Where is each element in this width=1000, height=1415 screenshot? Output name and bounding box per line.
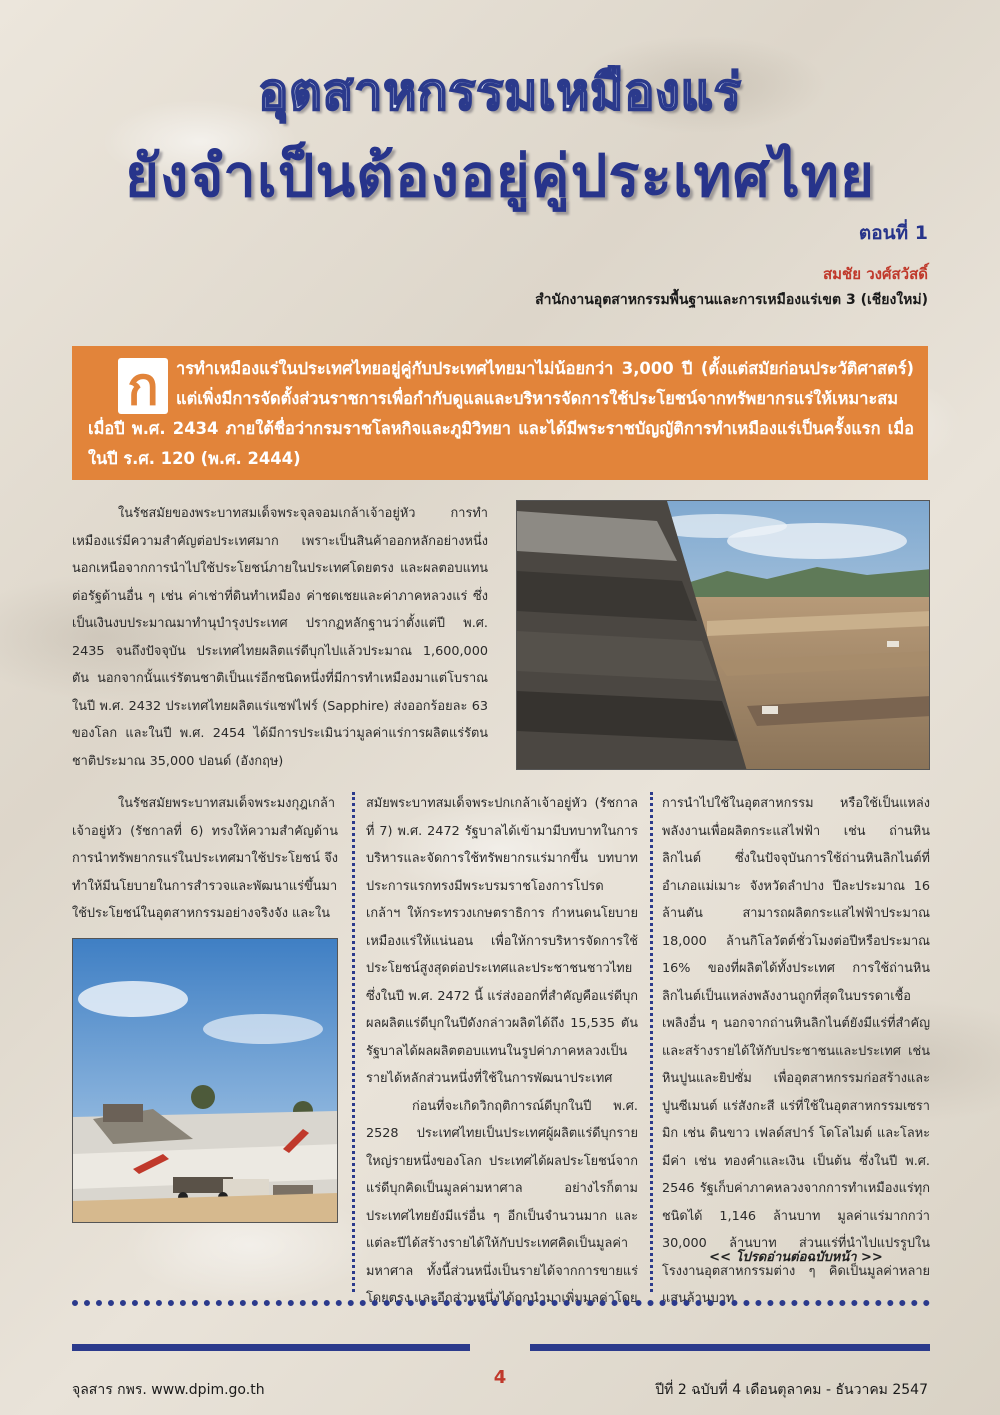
- paragraph-4: ก่อนที่จะเกิดวิกฤติการณ์ดีบุกในปี พ.ศ. 2528 ประเทศไทยเป็นประเทศผู้ผลิตแร่ดีบุกรายใหญ่รายหนึ่งของโลก ประเทศได้ผลประโยชน์จากแร่ดีบุกคิดเป็นมูลค่ามหาศาล อย่างไรก็ตามประเทศไทยยังมีแร่อื่น ๆ อีกเป็นจำนวนมาก และแต่ละปีได้สร้างรายได้ให้กับประเทศคิดเป็นมูลค่ามหาศาล ทั้งนี้ส่วนหนึ่งเป็นรายได้จากการขายแร่โดยตรง และอีกส่วนหนึ่งได้ถูกนำมาเพิ่มมูลค่าโดย: [366, 1098, 638, 1306]
- paragraph-2: ในรัชสมัยพระบาทสมเด็จพระมงกุฎเกล้าเจ้าอยู่หัว (รัชกาลที่ 6) ทรงให้ความสำคัญด้านการนำทรัพยากรแร่ในประเทศมาใช้ประโยชน์ จึงทำให้มีนโยบายในการสำรวจและพัฒนาแร่ขึ้นมาใช้ประโยชน์ในอุตสาหกรรมอย่างจริงจัง และใน: [72, 796, 338, 921]
- column-3: [662, 790, 930, 1313]
- intro-box: [72, 346, 928, 480]
- title-line-2: ยังจำเป็นต้องอยู่คู่ประเทศไทย: [125, 142, 875, 210]
- author-office: สำนักงานอุตสาหกรรมพื้นฐานและการเหมืองแร่เขต 3 (เชียงใหม่): [535, 292, 928, 308]
- quarry-trucks-photo: [72, 938, 338, 1223]
- footer-bar-right: [530, 1344, 930, 1351]
- paragraph-1: ในรัชสมัยของพระบาทสมเด็จพระจุลจอมเกล้าเจ้าอยู่หัว การทำเหมืองแร่มีความสำคัญต่อประเทศมาก เพราะเป็นสินค้าออกหลักอย่างหนึ่ง นอกเหนือจากการนำไปใช้ประโยชน์ภายในประเทศโดยตรง และผลตอบแทนต่อรัฐด้านอื่น ๆ เช่น ค่าเช่าที่ดินทำเหมือง ค่าชดเชยและค่าภาคหลวงแร่ ซึ่งเป็นเงินงบประมาณมาทำนุบำรุงประเทศ ปรากฏหลักฐานว่าตั้งแต่ปี พ.ศ. 2435 จนถึงปัจจุบัน ประเทศไทยผลิตแร่ดีบุกไปแล้วประมาณ 1,600,000 ตัน นอกจากนั้นแร่รัตนชาติเป็นแร่อีกชนิดหนึ่งที่มีการทำเหมืองมาแต่โบราณ ในปี พ.ศ. 2432 ประเทศไทยผลิตแร่แซฟไฟร์ (Sapphire) ส่งออกร้อยละ 63 ของโลก และในปี พ.ศ. 2454 ได้มีการประเมินว่ามูลค่าแร่การผลิตแร่รัตนชาติประมาณ 35,000 ปอนด์ (อังกฤษ): [72, 506, 488, 769]
- continue-note: << โปรดอ่านต่อฉบับหน้า >>: [709, 1250, 883, 1265]
- open-pit-mine-illustration: [517, 501, 930, 770]
- column-divider-2: [650, 792, 653, 1292]
- page-number: 4: [493, 1367, 507, 1388]
- column-top-left: [72, 500, 488, 775]
- open-pit-mine-photo: [516, 500, 930, 770]
- column-1: [72, 790, 338, 928]
- episode-label: ตอนที่ 1: [858, 222, 928, 244]
- column-2: [366, 790, 638, 1313]
- footer-bar-left: [72, 1344, 470, 1351]
- author-name: สมชัย วงศ์สวัสดิ์: [823, 265, 928, 283]
- column-divider-1: [352, 792, 355, 1292]
- quarry-trucks-illustration: [73, 939, 338, 1223]
- drop-cap: ก: [118, 358, 168, 414]
- title-line-1: อุตสาหกรรมเหมืองแร่: [258, 63, 742, 121]
- footer-publication: จุลสาร กพร. www.dpim.go.th: [72, 1382, 265, 1398]
- intro-text: ารทำเหมืองแร่ในประเทศไทยอยู่คู่กับประเทศไทยมาไม่น้อยกว่า 3,000 ปี (ตั้งแต่สมัยก่อนประวัติศาสตร์) แต่เพิ่งมีการจัดตั้งส่วนราชการเพื่อกำกับดูแลและบริหารจัดการใช้ประโยชน์จากทรัพยากรแร่ให้เหมาะสม เมื่อปี พ.ศ. 2434 ภายใต้ชื่อว่ากรมราชโลหกิจและภูมิวิทยา และได้มีพระราชบัญญัติการทำเหมืองแร่เป็นครั้งแรก เมื่อในปี ร.ศ. 120 (พ.ศ. 2444): [88, 359, 914, 468]
- footer-issue: ปีที่ 2 ฉบับที่ 4 เดือนตุลาคม - ธันวาคม 2547: [655, 1382, 928, 1398]
- paragraph-5: การนำไปใช้ในอุตสาหกรรม หรือใช้เป็นแหล่งพลังงานเพื่อผลิตกระแสไฟฟ้า เช่น ถ่านหินลิกไนต์ ซึ่งในปัจจุบันการใช้ถ่านหินลิกไนต์ที่อำเภอแม่เมาะ จังหวัดลำปาง ปีละประมาณ 16 ล้านตัน สามารถผลิตกระแสไฟฟ้าประมาณ 18,000 ล้านกิโลวัตต์ชั่วโมงต่อปีหรือประมาณ 16% ของที่ผลิตได้ทั้งประเทศ การใช้ถ่านหินลิกไนต์เป็นแหล่งพลังงานถูกที่สุดในบรรดาเชื้อเพลิงอื่น ๆ นอกจากถ่านหินลิกไนต์ยังมีแร่ที่สำคัญและสร้างรายได้ให้กับประชาชนและประเทศ เช่น หินปูนและยิปซั่ม เพื่ออุตสาหกรรมก่อสร้างและปูนซีเมนต์ แร่สังกะสี แร่ที่ใช้ในอุตสาหกรรมเซรามิก เช่น ดินขาว เฟลด์สปาร์ โดโลไมต์ และโลหะมีค่า เช่น ทองคำและเงิน เป็นต้น ซึ่งในปี พ.ศ. 2546 รัฐเก็บค่าภาคหลวงจากการทำเหมืองแร่ทุกชนิดได้ 1,146 ล้านบาท มูลค่าแร่มากกว่า 30,000 ล้านบาท ส่วนแร่ที่นำไปแปรรูปในโรงงานอุตสาหกรรมต่าง ๆ คิดเป็นมูลค่าหลายแสนล้านบาท: [662, 796, 930, 1306]
- bottom-dotted-rule: [72, 1300, 930, 1306]
- paragraph-3: สมัยพระบาทสมเด็จพระปกเกล้าเจ้าอยู่หัว (รัชกาลที่ 7) พ.ศ. 2472 รัฐบาลได้เข้ามามีบทบาทในการบริหารและจัดการใช้ทรัพยากรแร่มากขึ้น บทบาทประการแรกทรงมีพระบรมราชโองการโปรดเกล้าฯ ให้กระทรวงเกษตราธิการ กำหนดนโยบายเหมืองแร่ให้แน่นอน เพื่อให้การบริหารจัดการใช้ประโยชน์สูงสุดต่อประเทศและประชาชนชาวไทย ซึ่งในปี พ.ศ. 2472 นี้ แร่ส่งออกที่สำคัญคือแร่ดีบุก ผลผลิตแร่ดีบุกในปีดังกล่าวผลิตได้ถึง 15,535 ตัน รัฐบาลได้ผลผลิตตอบแทนในรูปค่าภาคหลวงเป็นรายได้หลักส่วนหนึ่งที่ใช้ในการพัฒนาประเทศ: [366, 796, 638, 1086]
